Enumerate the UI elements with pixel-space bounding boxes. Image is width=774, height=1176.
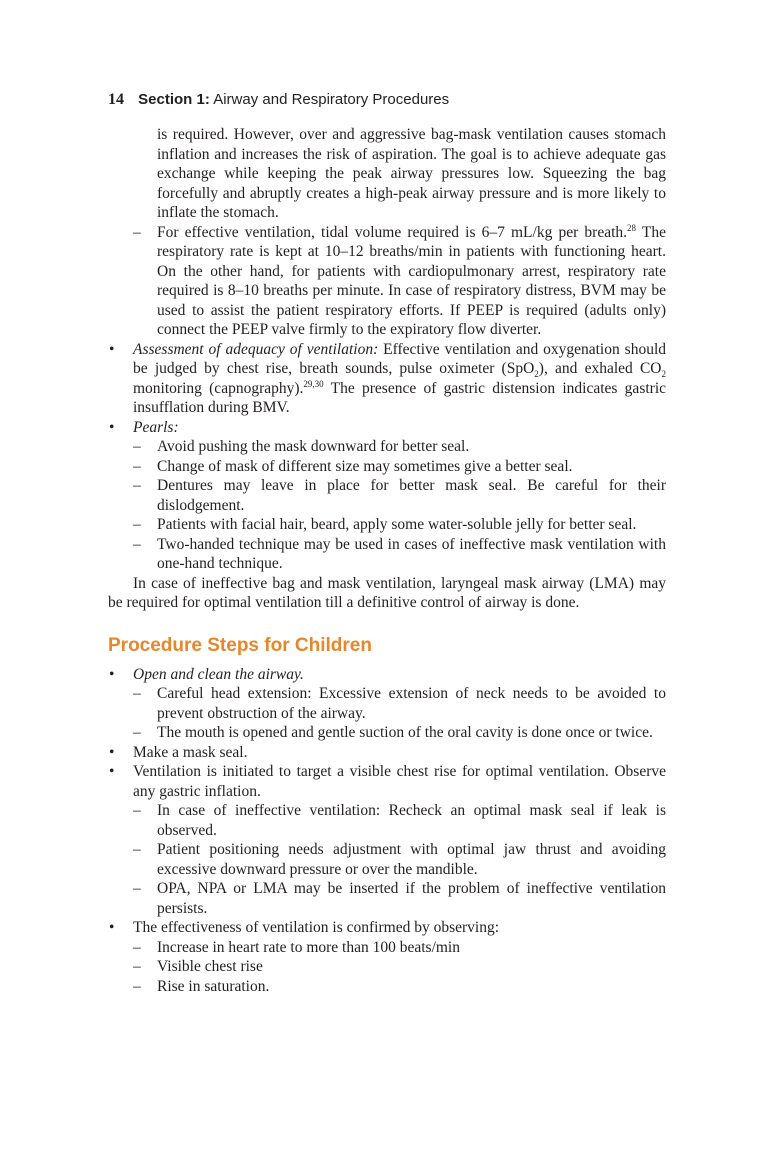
pearls-label: Pearls:	[133, 418, 179, 436]
pearl-text: Change of mask of different size may sometimes give a better seal.	[157, 457, 573, 475]
pearl-text: Patients with facial hair, beard, apply some water-soluble jelly for better seal.	[157, 516, 637, 533]
pearl-item	[108, 476, 666, 515]
running-header	[108, 91, 449, 109]
pearl-item	[108, 457, 666, 477]
pearl-text: Two-handed technique may be used in cases of ineffective mask ventilation with one-hand technique.	[157, 535, 666, 572]
ventilation-item	[108, 801, 666, 840]
body-text	[108, 125, 666, 996]
reference-28: 28	[627, 222, 637, 233]
effectiveness-item	[108, 938, 666, 958]
tidal-text-2: The respiratory rate is kept at 10–12 breaths/min in patients with functioning heart. On the other hand, for patients with cardiopulmonary arrest, respiratory rate required is 8–10 breaths per minute. In case of respiratory distress, BVM may be used to assist the patient respiratory efforts. If PEEP is required (adults only) connect the PEEP valve firmly to the expiratory flow diverter.	[157, 223, 666, 338]
pearl-text: Dentures may leave in place for better mask seal. Be careful for their dislodgement.	[157, 477, 666, 514]
bullet-marker: •	[109, 665, 115, 683]
open-airway-item	[108, 723, 666, 743]
dash-marker: –	[133, 457, 141, 475]
dash-marker: –	[133, 477, 141, 494]
mask-seal-text: Make a mask seal.	[133, 743, 248, 761]
effectiveness-item-text: Increase in heart rate to more than 100 beats/min	[157, 938, 460, 956]
dash-marker: –	[133, 685, 141, 702]
bullet-marker: •	[109, 743, 115, 761]
dash-marker: –	[133, 223, 141, 241]
bullet-effectiveness	[108, 918, 666, 938]
dash-marker: –	[133, 841, 141, 858]
pearl-item	[108, 437, 666, 457]
dash-item-tidal	[108, 223, 666, 340]
bullet-marker: •	[109, 763, 115, 780]
assessment-text-a: Effective ventilation and oxygenation should be judged by chest rise, breath sounds, pulse oximeter (SpO	[133, 340, 666, 377]
assessment-text-c: monitoring (capnography).	[133, 379, 304, 397]
effectiveness-item	[108, 977, 666, 997]
ventilation-item-text: Patient positioning needs adjustment with optimal jaw thrust and avoiding excessive downward pressure or over the mandible.	[157, 841, 666, 878]
subscript-2: 2	[661, 369, 666, 380]
dash-marker: –	[133, 977, 141, 995]
pearl-item	[108, 535, 666, 574]
open-airway-item	[108, 684, 666, 723]
ventilation-item-text: OPA, NPA or LMA may be inserted if the problem of ineffective ventilation persists.	[157, 880, 666, 917]
bullet-marker: •	[109, 919, 115, 936]
continued-paragraph: is required. However, over and aggressive bag-mask ventilation causes stomach inflation and increases the risk of aspiration. The goal is to achieve adequate gas exchange while keeping the peak airway pressures low. Squeezing the bag forcefully and abruptly creates a high-peak airway pressure and is more likely to inflate the stomach.	[157, 126, 666, 221]
section-label: Section 1:	[138, 91, 210, 108]
ventilation-item	[108, 879, 666, 918]
ventilation-item-text: In case of ineffective ventilation: Recheck an optimal mask seal if leak is observed.	[157, 802, 666, 839]
reference-29-30: 29,30	[303, 378, 324, 389]
effectiveness-item	[108, 957, 666, 977]
bullet-open-airway	[108, 665, 666, 685]
assessment-text-d: The presence of gastric distension indicates gastric insufflation during BMV.	[133, 379, 667, 416]
bullet-ventilation	[108, 762, 666, 801]
bullet-marker: •	[109, 418, 115, 436]
closing-paragraph: In case of ineffective bag and mask ventilation, laryngeal mask airway (LMA) may be required for optimal ventilation till a definitive control of airway is done.	[108, 574, 666, 611]
section-heading: Procedure Steps for Children	[108, 634, 372, 656]
effectiveness-text: The effectiveness of ventilation is confirmed by observing:	[133, 919, 500, 936]
dash-marker: –	[133, 802, 141, 819]
open-airway-text: Open and clean the airway.	[133, 665, 304, 683]
ventilation-item	[108, 840, 666, 879]
bullet-mask-seal	[108, 743, 666, 763]
dash-marker: –	[133, 724, 141, 741]
ventilation-text: Ventilation is initiated to target a visible chest rise for optimal ventilation. Observe any gastric inflation.	[133, 763, 666, 800]
pearl-text: Avoid pushing the mask downward for better seal.	[157, 438, 470, 455]
bullet-pearls	[108, 418, 666, 438]
page-number: 14	[108, 91, 124, 108]
dash-marker: –	[133, 516, 141, 533]
open-airway-item-text: Careful head extension: Excessive extension of neck needs to be avoided to prevent obstruction of the airway.	[157, 685, 666, 722]
dash-marker: –	[133, 938, 141, 956]
bullet-marker: •	[109, 340, 115, 358]
tidal-text: For effective ventilation, tidal volume required is 6–7 mL/kg per breath.	[157, 223, 628, 241]
dash-marker: –	[133, 438, 141, 455]
open-airway-item-text: The mouth is opened and gentle suction of the oral cavity is done once or twice.	[157, 724, 653, 741]
effectiveness-item-text: Visible chest rise	[157, 958, 263, 975]
bullet-assessment	[108, 340, 666, 418]
dash-marker: –	[133, 535, 141, 553]
section-title: Airway and Respiratory Procedures	[213, 91, 450, 108]
effectiveness-item-text: Rise in saturation.	[157, 977, 270, 995]
subscript-2: 2	[534, 369, 539, 380]
assessment-label: Assessment of adequacy of ventilation:	[133, 340, 379, 358]
pearl-item	[108, 515, 666, 535]
assessment-text-b: ), and exhaled CO	[538, 360, 662, 377]
dash-marker: –	[133, 958, 141, 975]
dash-marker: –	[133, 880, 141, 897]
